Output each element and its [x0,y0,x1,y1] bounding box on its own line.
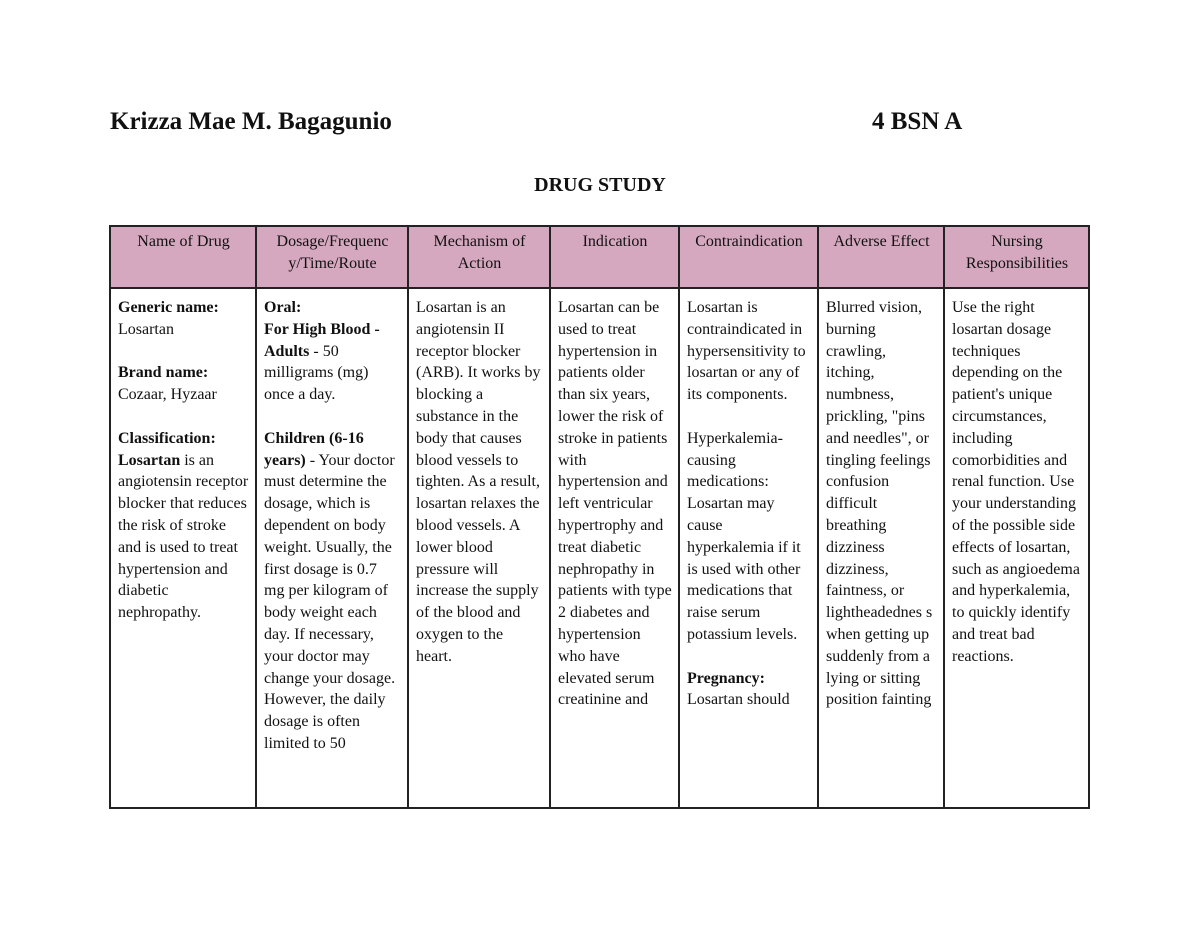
classification-drug: Losartan [118,451,181,469]
cell-mechanism: Losartan is an angiotensin II receptor blocker (ARB). It works by blocking a substance in the body that causes blood vessels to tighten. As a result, losartan relaxes the blood vessels. A lower blood pressure will increase the supply of the blood and oxygen to the heart. [408,288,550,808]
cell-contraindication [679,288,818,808]
brand-name-value: Cozaar, Hyzaar [118,386,217,404]
document-title: DRUG STUDY [534,174,666,196]
section-label: 4 BSN A [872,108,963,135]
column-header-mechanism: Mechanism of Action [408,226,550,288]
cell-dosage [256,288,408,808]
pregnancy-text: Losartan should [687,691,790,709]
cell-adverse-effect: Blurred vision, burning crawling, itching, numbness, prickling, "pins and needles", or tingling feelings confusion difficult breathing dizziness dizziness, faintness, or lightheadednes s when getting up suddenly from a lying or sitting position fainting [818,288,944,808]
children-dosage-label: Children (6-16 years) [264,429,364,469]
generic-name-value: Losartan [118,320,174,338]
adult-dosage-text: - 50 milligrams (mg) once a day. [264,342,369,404]
column-header-nursing-responsibilities: Nursing Responsibilities [944,226,1089,288]
column-header-contraindication: Contraindication [679,226,818,288]
cell-indication: Losartan can be used to treat hypertension in patients older than six years, lower the risk of stroke in patients with hypertension and left ventricular hypertrophy and treat diabetic nephropathy in patients with type 2 diabetes and hypertension who have elevated serum creatinine and [550,288,679,808]
classification-label: Classification: [118,429,216,447]
contraindication-hyperkalemia: Hyperkalemia-causing medications: Losartan may cause hyperkalemia if it is used with other medications that raise serum potassium levels. [687,429,801,643]
generic-name-label: Generic name: [118,299,219,316]
brand-name-label: Brand name: [118,364,209,382]
classification-text: is an angiotensin receptor blocker that reduces the risk of stroke and is used to treat hypertension and diabetic nephropathy. [118,451,249,622]
column-header-adverse-effect: Adverse Effect [818,226,944,288]
table-header-row [110,226,1089,288]
cell-nursing-responsibilities: Use the right losartan dosage techniques depending on the patient's unique circumstances, including comorbidities and renal function. Use your understanding of the possible side effects of losartan, such as angioedema and hyperkalemia, to quickly identify and treat bad reactions. [944,288,1089,808]
drug-study-table [109,225,1090,809]
column-header-name-of-drug: Name of Drug [110,226,256,288]
children-dosage-text: - Your doctor must determine the dosage, which is dependent on body weight. Usually, the first dosage is 0.7 mg per kilogram of body weight each day. If necessary, your doctor may change your dosage. However, the daily dosage is often limited to 50 [264,451,396,752]
adult-dosage-label: For High Blood - Adults [264,320,380,360]
pregnancy-label: Pregnancy: [687,669,765,687]
cell-name-of-drug [110,288,256,808]
column-header-dosage: Dosage/Frequenc y/Time/Route [256,226,408,288]
oral-label: Oral: [264,299,302,316]
contraindication-hypersensitivity: Losartan is contraindicated in hypersensitivity to losartan or any of its components. [687,299,806,404]
column-header-indication: Indication [550,226,679,288]
table-row [110,288,1089,808]
student-name: Krizza Mae M. Bagagunio [110,108,392,135]
